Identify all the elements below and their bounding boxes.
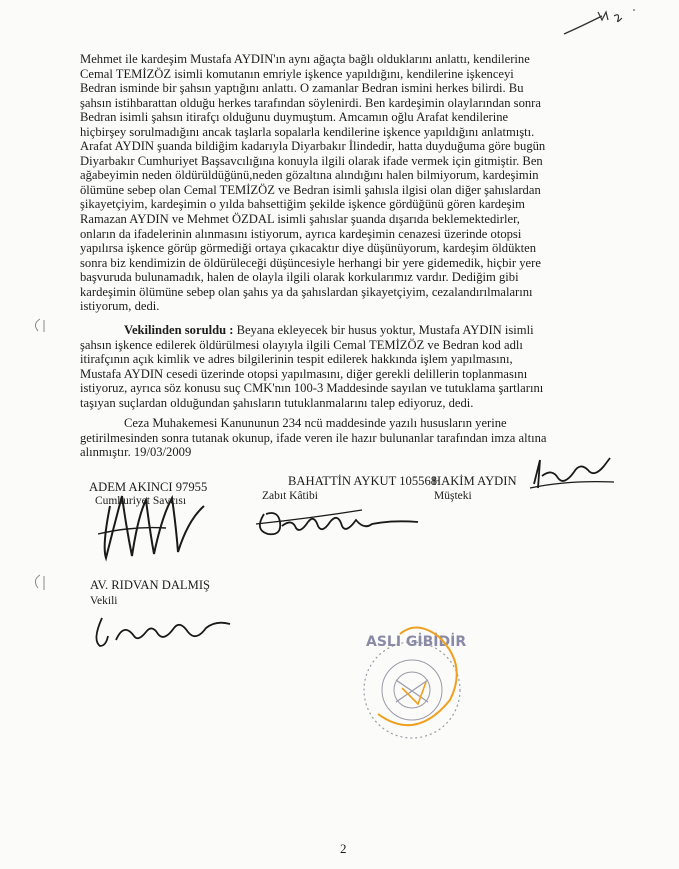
text-line: Cemal TEMİZÖZ isimli komutanın emriyle işkence yapıldığını, kendilerine işkenceyi [80, 66, 514, 81]
text-line: onların da ifadelerinin alınmasını istiyorum, ayrıca kardeşimin cenazesi üzerinde otopsi [80, 226, 522, 241]
text-line: istiyorum, dedi. [80, 299, 160, 314]
text-line: şahsın istihbarattan olduğu herkes tarafından söylenirdi. Ben kardeşimin olaylarından sonra [80, 95, 541, 110]
text-line: şahsın işkence edilerek öldürülmesi olayıyla ilgili Cemal TEMİZÖZ ve Bedran kod adlı [80, 337, 523, 352]
text-line: ölümüne sebep olan Cemal TEMİZÖZ ve Bedran isimli şahısla ilgisi olan diğer şahıslardan [80, 182, 541, 197]
lawyer-signature [88, 610, 238, 652]
prosecutor-name: ADEM AKINCI 97955 [89, 480, 208, 494]
lawyer-paragraph [80, 323, 606, 410]
complainant-title: Müşteki [434, 490, 472, 502]
clerk-title: Zabıt Kâtibi [262, 490, 318, 502]
text-line: Mustafa AYDIN cesedi üzerinde otopsi yapılmasını, diğer gerekli delillerin toplanmasını [80, 366, 528, 381]
statement-paragraph [80, 52, 606, 314]
lawyer-title: Vekili [90, 595, 118, 607]
text-line: yapılırsa işkence görüp görmediği ortaya çıkacaktır diye düşünüyorum, kardeşim öldükten [80, 241, 537, 256]
text-line: Ceza Muhakemesi Kanununun 234 ncü maddesinde yazılı hususların yerine [124, 416, 507, 430]
text-line: Bedran isminde bir şahsın yaptığını anlattı. O zamanlar Bedran ismini herkes bilirdi. Bu [80, 81, 524, 96]
prosecutor-signature [92, 486, 212, 566]
text-line: ağabeyimin neden öldürüldüğünü,neden gözaltına alındığını halen bilmiyorum, kardeşimin [80, 168, 539, 183]
text-line: alınmıştır. 19/03/2009 [80, 445, 192, 460]
text-line: başvuruda bulunamadık, halen de olayla ilgili olarak korkularımız vardır. Dediğim gibi [80, 270, 519, 285]
handwritten-mark-top [562, 4, 662, 40]
text-line: hiçbirşey sorulmadığını ancak taşlarla sopalarla kendilerine işkence yapıldığını anlatmıştı. [80, 124, 535, 139]
text-line: Arafat AYDIN şuanda bildiğim kadarıyla Diyarbakır İlindedir, hatta duyduğuma göre bugün [80, 139, 546, 154]
stamp-text: ASLI GİBİDİR [366, 634, 466, 650]
stamp-seal [364, 642, 460, 738]
text-line: getirilmesinden sonra tutanak okunup, ifade veren ile hazır bulunanlar tarafından imza altına [80, 430, 547, 445]
complainant-signature [528, 454, 618, 498]
text-line: Ramazan AYDIN ve Mehmet ÖZDAL isimli şahıslar şuanda dışarıda beklemektedirler, [80, 212, 520, 227]
prosecutor-title: Cumhuriyet Savcısı [95, 495, 187, 507]
certified-copy-stamp [356, 610, 466, 780]
text-line: Diyarbakır Cumhuriyet Başsavcılığına konuyla ilgili olarak ifade vermek için gitmiştir. Ben [80, 153, 543, 168]
text-line: şikayetçiyim, kardeşimin o yılda bahsettiğim şekilde işkence gördüğünü gören kardeşim [80, 197, 525, 212]
lawyer-name: AV. RIDVAN DALMIŞ [90, 578, 211, 592]
text-line: Bedran isimli şahsın itirafçı olduğunu duymuştum. Amcamın oğlu Arafat kendilerine [80, 110, 509, 125]
margin-mark [30, 316, 50, 336]
margin-mark [30, 572, 50, 594]
text-line: itirafçının açık kimlik ve adres bilgilerinin tespit edilerek hakkında işlem yapılmasını, [80, 352, 513, 367]
lawyer-label: Vekilinden soruldu : [124, 323, 234, 337]
page-number: 2 [340, 841, 347, 856]
text-line: Mehmet ile kardeşim Mustafa AYDIN'ın aynı ağaçta bağlı olduklarını anlattı, kendilerine [80, 52, 530, 66]
clerk-name: BAHATTİN AYKUT 105568 [288, 474, 438, 488]
text-line: Vekilinden soruldu : Beyana ekleyecek bir husus yoktur, Mustafa AYDIN isimli [124, 323, 534, 337]
clerk-signature [252, 500, 422, 542]
text-line: kardeşimin ölümüne sebep olan şahıs ya da şahıslardan şikayetçiyim, cezalandırılmalarını [80, 284, 533, 299]
text-line: istiyoruz, ayrıca söz konusu suç CMK'nın 100-3 Maddesinde sayılan ve tutuklama şartlarını [80, 381, 544, 396]
text-line: sonra biz kendimizin de öldürüleceği düşüncesiyle herhangi bir yere gidemedik, hiçbir yere [80, 255, 541, 270]
complainant-name: HAKİM AYDIN [432, 474, 517, 488]
text-line: taşıyan suçlardan olduğundan şahısların tutuklanmalarını talep ediyoruz, dedi. [80, 395, 474, 410]
